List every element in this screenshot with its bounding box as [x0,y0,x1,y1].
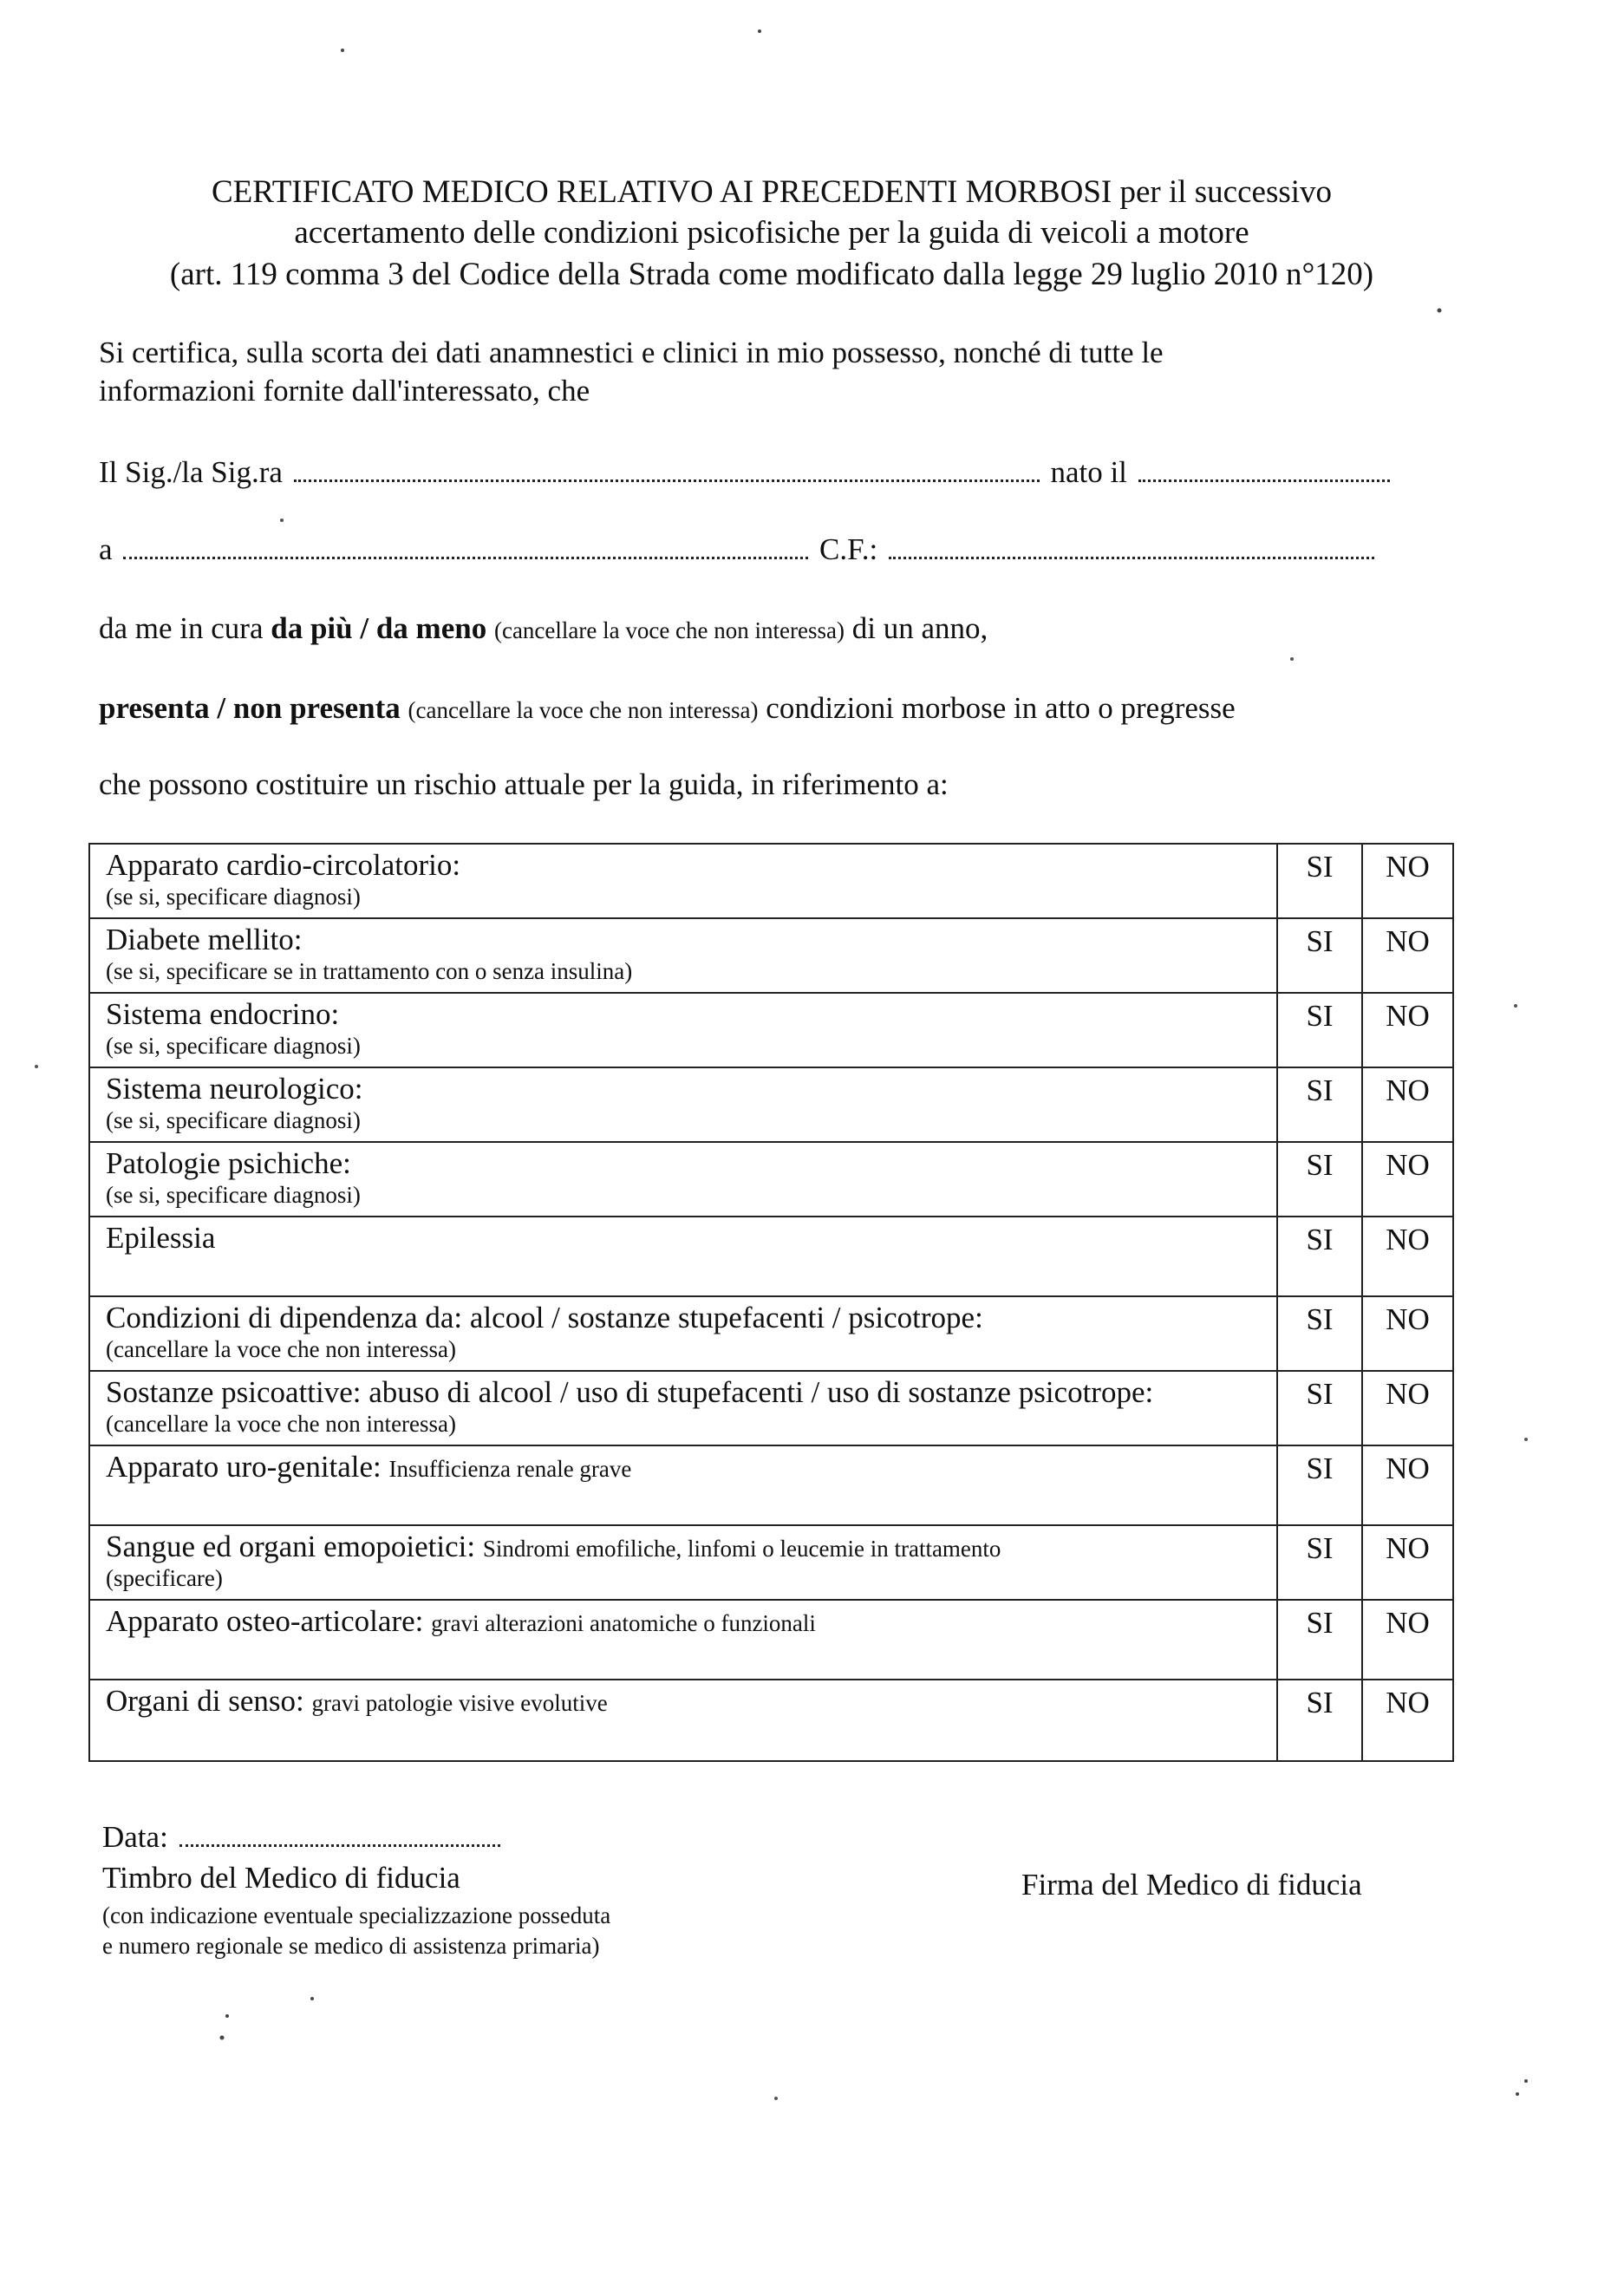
condition-title: Epilessia [106,1221,216,1255]
no-option[interactable]: NO [1362,1525,1453,1600]
condition-title: Sistema neurologico: [106,1072,363,1106]
yes-option[interactable]: SI [1277,1371,1362,1445]
condition-note: (se si, specificare diagnosi) [106,1107,361,1133]
yes-option[interactable]: SI [1277,1296,1362,1371]
yes-option[interactable]: SI [1277,1142,1362,1217]
care-prefix: da me in cura [99,611,264,645]
no-option[interactable]: NO [1362,844,1453,918]
no-option[interactable]: NO [1362,1296,1453,1371]
condition-title: Patologie psichiche: [106,1146,351,1180]
condition-title: Condizioni di dipendenza da: alcool / sostanze stupefacenti / psicotrope: [106,1301,983,1334]
no-option[interactable]: NO [1362,1142,1453,1217]
condition-note: (specificare) [106,1565,223,1591]
stamp-label: Timbro del Medico di fiducia [102,1861,460,1895]
stamp-note-line-2: e numero regionale se medico di assistenza primaria) [102,1933,600,1959]
condition-note: (se si, specificare diagnosi) [106,884,361,910]
condition-detail: gravi patologie visive evolutive [311,1690,608,1716]
yes-option[interactable]: SI [1277,1600,1362,1680]
yes-option[interactable]: SI [1277,1525,1362,1600]
risk-statement: che possono costituire un rischio attuale per la guida, in riferimento a: [99,767,949,801]
condition-detail: Insufficienza renale grave [388,1456,632,1482]
no-option[interactable]: NO [1362,1600,1453,1680]
presents-suffix: condizioni morbose in atto o pregresse [766,691,1236,725]
presents-options: presenta / non presenta [99,691,401,725]
condition-title: Organi di senso: [106,1684,304,1718]
yes-option[interactable]: SI [1277,844,1362,918]
care-note: (cancellare la voce che non interessa) [493,617,845,643]
condition-title: Apparato osteo-articolare: [106,1604,424,1638]
yes-option[interactable]: SI [1277,993,1362,1067]
condition-note: (cancellare la voce che non interessa) [106,1411,457,1437]
no-option[interactable]: NO [1362,1371,1453,1445]
yes-option[interactable]: SI [1277,1680,1362,1761]
document-title-line-1: CERTIFICATO MEDICO RELATIVO AI PRECEDENTI MORBOSI per il successivo [211,174,1333,210]
name-label: Il Sig./la Sig.ra [99,455,283,489]
condition-title: Diabete mellito: [106,923,303,956]
no-option[interactable]: NO [1362,1217,1453,1296]
yes-option[interactable]: SI [1277,1217,1362,1296]
stamp-note-line-1: (con indicazione eventuale specializzazione posseduta [102,1902,611,1928]
no-option[interactable]: NO [1362,1067,1453,1142]
no-option[interactable]: NO [1362,918,1453,993]
condition-note: (se si, specificare diagnosi) [106,1033,361,1059]
intro-line-2: informazioni fornite dall'interessato, che [99,374,590,408]
condition-title: Apparato cardio-circolatorio: [106,848,461,882]
yes-option[interactable]: SI [1277,1067,1362,1142]
condition-note: (cancellare la voce che non interessa) [106,1336,457,1362]
signature-label: Firma del Medico di fiducia [1021,1868,1362,1902]
document-title-line-2: accertamento delle condizioni psicofisiche per la guida di veicoli a motore [294,215,1249,251]
born-label: nato il [1050,455,1127,489]
care-suffix: di un anno, [851,611,988,645]
yes-option[interactable]: SI [1277,1445,1362,1525]
no-option[interactable]: NO [1362,993,1453,1067]
yes-option[interactable]: SI [1277,918,1362,993]
condition-detail: gravi alterazioni anatomiche o funzionali [431,1610,816,1636]
cf-label: C.F.: [819,532,878,566]
condition-title: Sistema endocrino: [106,997,340,1031]
intro-line-1: Si certifica, sulla scorta dei dati anamnestici e clinici in mio possesso, nonché di tutte le [99,336,1164,369]
place-label: a [99,532,113,566]
no-option[interactable]: NO [1362,1680,1453,1761]
condition-title: Apparato uro-genitale: [106,1450,382,1484]
condition-detail: Sindromi emofiliche, linfomi o leucemie in trattamento [482,1536,1001,1562]
date-label: Data: [102,1820,168,1854]
care-options: da più / da meno [271,611,487,645]
condition-title: Sostanze psicoattive: abuso di alcool / uso di stupefacenti / uso di sostanze psicotrope: [106,1375,1154,1409]
no-option[interactable]: NO [1362,1445,1453,1525]
condition-note: (se si, specificare diagnosi) [106,1182,361,1208]
presents-note: (cancellare la voce che non interessa) [408,697,759,723]
condition-note: (se si, specificare se in trattamento con o senza insulina) [106,958,633,984]
document-title-line-3: (art. 119 comma 3 del Codice della Strada come modificato dalla legge 29 luglio 2010 n°120) [169,257,1374,292]
condition-title: Sangue ed organi emopoietici: [106,1530,476,1563]
